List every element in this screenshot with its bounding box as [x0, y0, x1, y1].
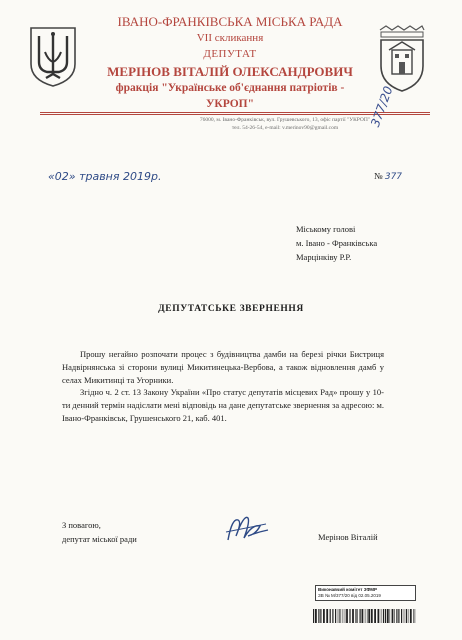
addressee-line-2: м. Івано - Франківська — [296, 238, 378, 248]
stamp-org: Виконавчий комітет ЗФМР — [318, 587, 378, 592]
convocation: VII скликання — [196, 32, 264, 44]
body-paragraph-2: Згідно ч. 2 ст. 13 Закону України «Про статус депутатів місцевих Рад» прошу у 10-ти денний термін надіслати мені відповідь на дане депутатське звернення за адресою: м. Івано-Франківськ, Грушенського 21, каб. 401. — [62, 387, 384, 423]
closing-regards: З повагою, — [62, 520, 101, 530]
contact-phone-email: тел. 54-26-54, e-mail: v.merinov90@gmail.com — [231, 125, 339, 131]
handwritten-signature-icon — [222, 510, 272, 555]
addressee-block — [296, 222, 377, 264]
registration-stamp — [315, 585, 416, 601]
trident-coat-of-arms-icon — [28, 26, 78, 93]
letterhead — [95, 14, 365, 112]
council-name: ІВАНО-ФРАНКІВСЬКА МІСЬКА РАДА — [117, 14, 343, 29]
document-title: ДЕПУТАТСЬКЕ ЗВЕРНЕННЯ — [158, 304, 304, 314]
signer-name: Мерінов Віталій — [318, 532, 378, 542]
stamp-reg: ЗВ № М/377/20 від 02.05.2019 — [318, 593, 381, 598]
contact-info — [170, 116, 400, 132]
number-value: 377 — [384, 172, 403, 182]
barcode-icon — [312, 609, 417, 623]
deputy-name: МЕРІНОВ ВІТАЛІЙ ОЛЕКСАНДРОВИЧ — [107, 64, 353, 79]
number-label: № — [374, 171, 383, 181]
letter-date: «02» травня 2019р. — [48, 170, 162, 183]
letter-body — [62, 348, 384, 425]
contact-address: 76000, м. Івано-Франківськ, вул. Грушевського, 13, офіс партії "УКРОП" — [199, 117, 371, 123]
letter-number — [374, 171, 402, 182]
addressee-line-1: Міському голові — [296, 224, 356, 234]
deputy-role: ДЕПУТАТ — [203, 48, 257, 60]
body-paragraph-1: Прошу негайно розпочати процес з будівництва дамби на березі річки Бистриця Надвірнянська зі сторони вулиці Микитинецька-Вербова, а також відновлення дамб у селах Микитинці та Угорники. — [62, 349, 384, 385]
addressee-line-3: Марцінківу Р.Р. — [296, 252, 352, 262]
closing-position: депутат міської ради — [62, 534, 137, 544]
faction-name: фракція "Українське об'єднання патріотів - УКРОП" — [115, 82, 345, 110]
corner-registration-note: 377/20 — [368, 84, 396, 129]
closing-block — [62, 518, 137, 546]
